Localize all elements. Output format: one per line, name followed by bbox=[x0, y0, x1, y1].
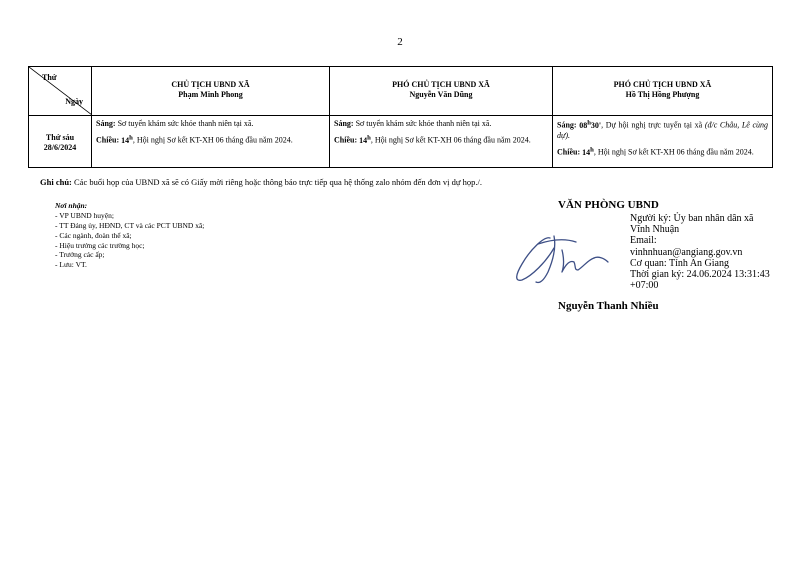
diagonal-line bbox=[29, 67, 92, 115]
afternoon-entry bbox=[334, 134, 548, 146]
sign-time-line: Thời gian ký: 24.06.2024 13:31:43 bbox=[630, 268, 770, 280]
afternoon-text: , Hội nghị Sơ kết KT-XH 06 tháng đầu năm 2024. bbox=[132, 136, 293, 146]
header-person: Nguyễn Văn Dũng bbox=[409, 90, 473, 100]
email-label: Email: bbox=[630, 235, 657, 247]
header-chairman bbox=[92, 67, 330, 116]
morning-time: 08$^h$30' bbox=[579, 119, 602, 130]
morning-label: Sáng: bbox=[96, 119, 116, 128]
header-role: CHỦ TỊCH UBND XÃ bbox=[171, 80, 250, 89]
header-role: PHÓ CHỦ TỊCH UBND XÃ bbox=[392, 80, 490, 89]
afternoon-text: , Hội nghị Sơ kết KT-XH 06 tháng đầu năm 2024. bbox=[593, 148, 754, 158]
morning-text: Sơ tuyển khám sức khỏe thanh niên tại xã. bbox=[355, 119, 492, 128]
note-line bbox=[40, 177, 482, 187]
handwritten-signature bbox=[510, 228, 620, 288]
digital-signature-info bbox=[630, 213, 800, 291]
morning-note: (đ/c Châu, Lê cùng dự). bbox=[557, 120, 769, 141]
afternoon-time: 14$^h$ bbox=[121, 134, 133, 146]
schedule-table bbox=[28, 66, 773, 168]
table-row bbox=[29, 116, 773, 168]
recipients-title: Nơi nhận: bbox=[55, 201, 88, 210]
day-date: 28/6/2024 bbox=[43, 143, 77, 153]
recipient-item: - Lưu: VT. bbox=[55, 260, 87, 270]
office-title: VĂN PHÒNG UBND bbox=[558, 199, 659, 211]
header-vice-chairman-1 bbox=[330, 67, 553, 116]
recipient-item: - TT Đảng ủy, HĐND, CT và các PCT UBND xã; bbox=[55, 220, 205, 230]
morning-label: Sáng: bbox=[557, 120, 577, 130]
morning-entry bbox=[334, 119, 548, 129]
afternoon-label: Chiều: bbox=[334, 136, 358, 146]
table-header-row bbox=[29, 67, 773, 116]
schedule-cell-vice-chairman-2 bbox=[553, 116, 773, 168]
header-person: Hồ Thị Hồng Phượng bbox=[625, 90, 700, 100]
header-role: PHÓ CHỦ TỊCH UBND XÃ bbox=[613, 80, 712, 89]
afternoon-text: , Hội nghị Sơ kết KT-XH 06 tháng đầu năm 2024. bbox=[370, 136, 531, 146]
morning-entry bbox=[557, 119, 768, 141]
header-person: Phạm Minh Phong bbox=[178, 90, 243, 100]
note-label: Ghi chú: bbox=[40, 177, 72, 187]
schedule-cell-vice-chairman-1 bbox=[330, 116, 553, 168]
afternoon-entry bbox=[96, 134, 325, 146]
afternoon-label: Chiều: bbox=[557, 148, 581, 158]
afternoon-label: Chiều: bbox=[96, 136, 120, 146]
corner-cell bbox=[29, 67, 92, 116]
page-number: 2 bbox=[397, 36, 403, 48]
corner-label-day-of-week: Thứ bbox=[42, 73, 57, 82]
header-vice-chairman-2 bbox=[553, 67, 773, 116]
afternoon-time: 14$^h$ bbox=[582, 146, 594, 158]
corner-label-date: Ngày bbox=[65, 97, 83, 106]
recipients-block bbox=[55, 201, 204, 270]
recipient-item: - Hiệu trưởng các trường học; bbox=[55, 240, 145, 250]
afternoon-time: 14$^h$ bbox=[359, 134, 371, 146]
schedule-cell-chairman bbox=[92, 116, 330, 168]
sign-time-line: +07:00 bbox=[630, 280, 659, 292]
morning-entry bbox=[96, 119, 325, 129]
day-name: Thứ sáu bbox=[45, 133, 75, 142]
recipient-item: - Trưởng các ấp; bbox=[55, 250, 105, 260]
morning-text: , Dự hội nghị trực tuyến tại xã bbox=[601, 120, 703, 130]
recipient-item: - Các ngành, đoàn thể xã; bbox=[55, 230, 132, 240]
morning-label: Sáng: bbox=[334, 119, 354, 128]
morning-text: Sơ tuyển khám sức khỏe thanh niên tại xã. bbox=[117, 119, 254, 128]
agency-line: Cơ quan: Tỉnh An Giang bbox=[630, 257, 729, 269]
signer-line: Vĩnh Nhuận bbox=[630, 224, 680, 236]
day-cell bbox=[29, 116, 92, 168]
signer-line: Người ký: Ủy ban nhân dân xã bbox=[630, 213, 754, 224]
recipient-item: - VP UBND huyện; bbox=[55, 210, 114, 220]
email-value: vinhnhuan@angiang.gov.vn bbox=[630, 246, 743, 258]
note-text: Các buổi họp của UBND xã sẽ có Giấy mời riêng hoặc thông báo trực tiếp qua hệ thống zalo nhóm đến đơn vị dự họp./. bbox=[74, 177, 482, 187]
signer-name: Nguyễn Thanh Nhiều bbox=[558, 300, 659, 312]
afternoon-entry bbox=[557, 146, 768, 158]
